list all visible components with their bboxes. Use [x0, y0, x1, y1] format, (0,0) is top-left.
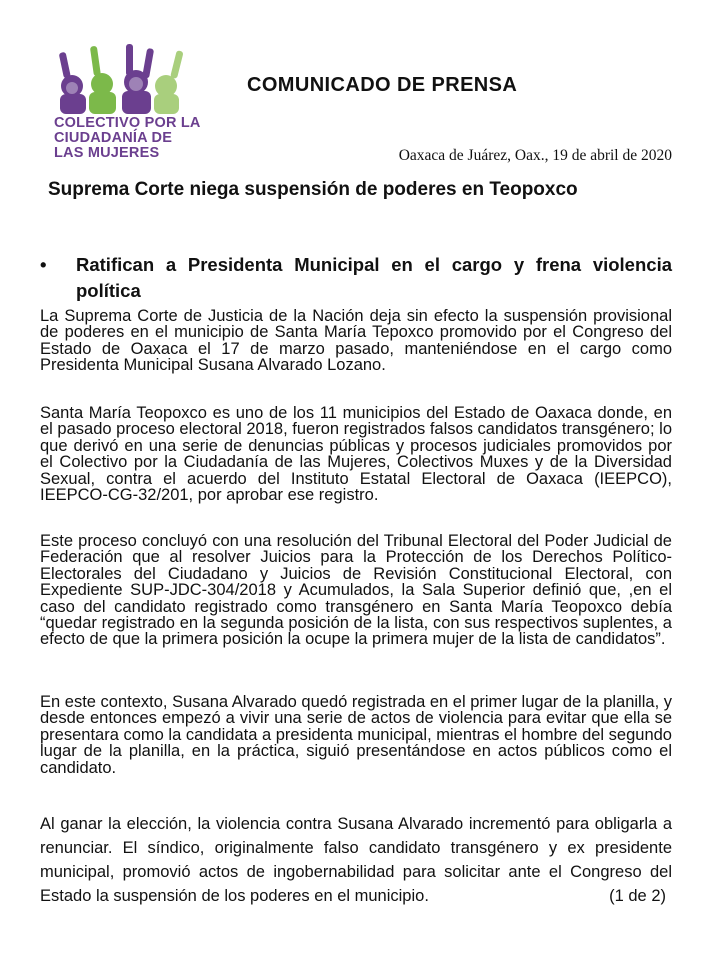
headline: Suprema Corte niega suspensión de poderes en Teopoxco [48, 179, 578, 200]
logo-line: COLECTIVO POR LA [54, 115, 201, 131]
logo-line: LAS MUJERES [54, 145, 160, 161]
bullet-text: Ratifican a Presidenta Municipal en el cargo y frena violencia política [76, 254, 672, 301]
document-title: COMUNICADO DE PRENSA [247, 74, 518, 96]
women-raised-arms-icon [52, 44, 192, 114]
paragraph: Al ganar la elección, la violencia contra Susana Alvarado incrementó para obligarla a renunciar. El síndico, originalmente falso candidato transgénero y ex presidente municipal, promovió actos de ingobernabilidad para solicitar ante el Congreso del Estado la suspensión de los poderes en el municipio. [40, 815, 672, 905]
paragraph: Este proceso concluyó con una resolución del Tribunal Electoral del Poder Judicial de Federación que al resolver Juicios para la Protección de los Derechos Político-Electorales del Ciudadano y Juicios de Revisión Constitucional Electoral, con Expediente SUP-JDC-304/2018 y Acumulados, la Sala Superior definió que, ,en el caso del candidato registrado como transgénero en Santa María Teopoxco debía “quedar registrado en la segunda posición de la lista, con sus respectivos suplentes, a efecto de que la primera posición la ocupe la primera mujer de la lista de candidatos”. [40, 532, 672, 649]
paragraph: En este contexto, Susana Alvarado quedó registrada en el primer lugar de la planilla, y desde entonces empezó a vivir una serie de actos de violencia para evitar que ella se presentara como la candidata a presidenta municipal, mientras el hombre del segundo lugar de la planilla, en la práctica, siguió presentándose en actos públicos como el candidato. [40, 693, 672, 777]
paragraph-final [40, 812, 672, 908]
dateline: Oaxaca de Juárez, Oax., 19 de abril de 2020 [398, 147, 672, 164]
bullet-icon: • [40, 254, 47, 275]
logo-line: CIUDADANÍA DE [54, 130, 173, 146]
paragraph: La Suprema Corte de Justicia de la Nación deja sin efecto la suspensión provisional de poderes en el municipio de Santa María Tepoxco promovido por el Congreso del Estado de Oaxaca el 17 de marzo pasado, manteniéndose en el cargo como Presidenta Municipal Susana Alvarado Lozano. [40, 307, 672, 375]
paragraph: Santa María Teopoxco es uno de los 11 municipios del Estado de Oaxaca donde, en el pasado proceso electoral 2018, fueron registrados falsos candidatos transgénero; lo que derivó en una serie de denuncias públicas y procesos judiciales promovidos por el Colectivo por la Ciudadanía de las Mujeres, Colectivos Muxes y de la Diversidad Sexual, contra el acuerdo del Instituto Estatal Electoral de Oaxaca (IEEPCO), IEEPCO-CG-32/201, por aprobar ese registro. [40, 404, 672, 505]
page-indicator: (1 de 2) [609, 887, 666, 905]
bullet-point [40, 252, 672, 304]
